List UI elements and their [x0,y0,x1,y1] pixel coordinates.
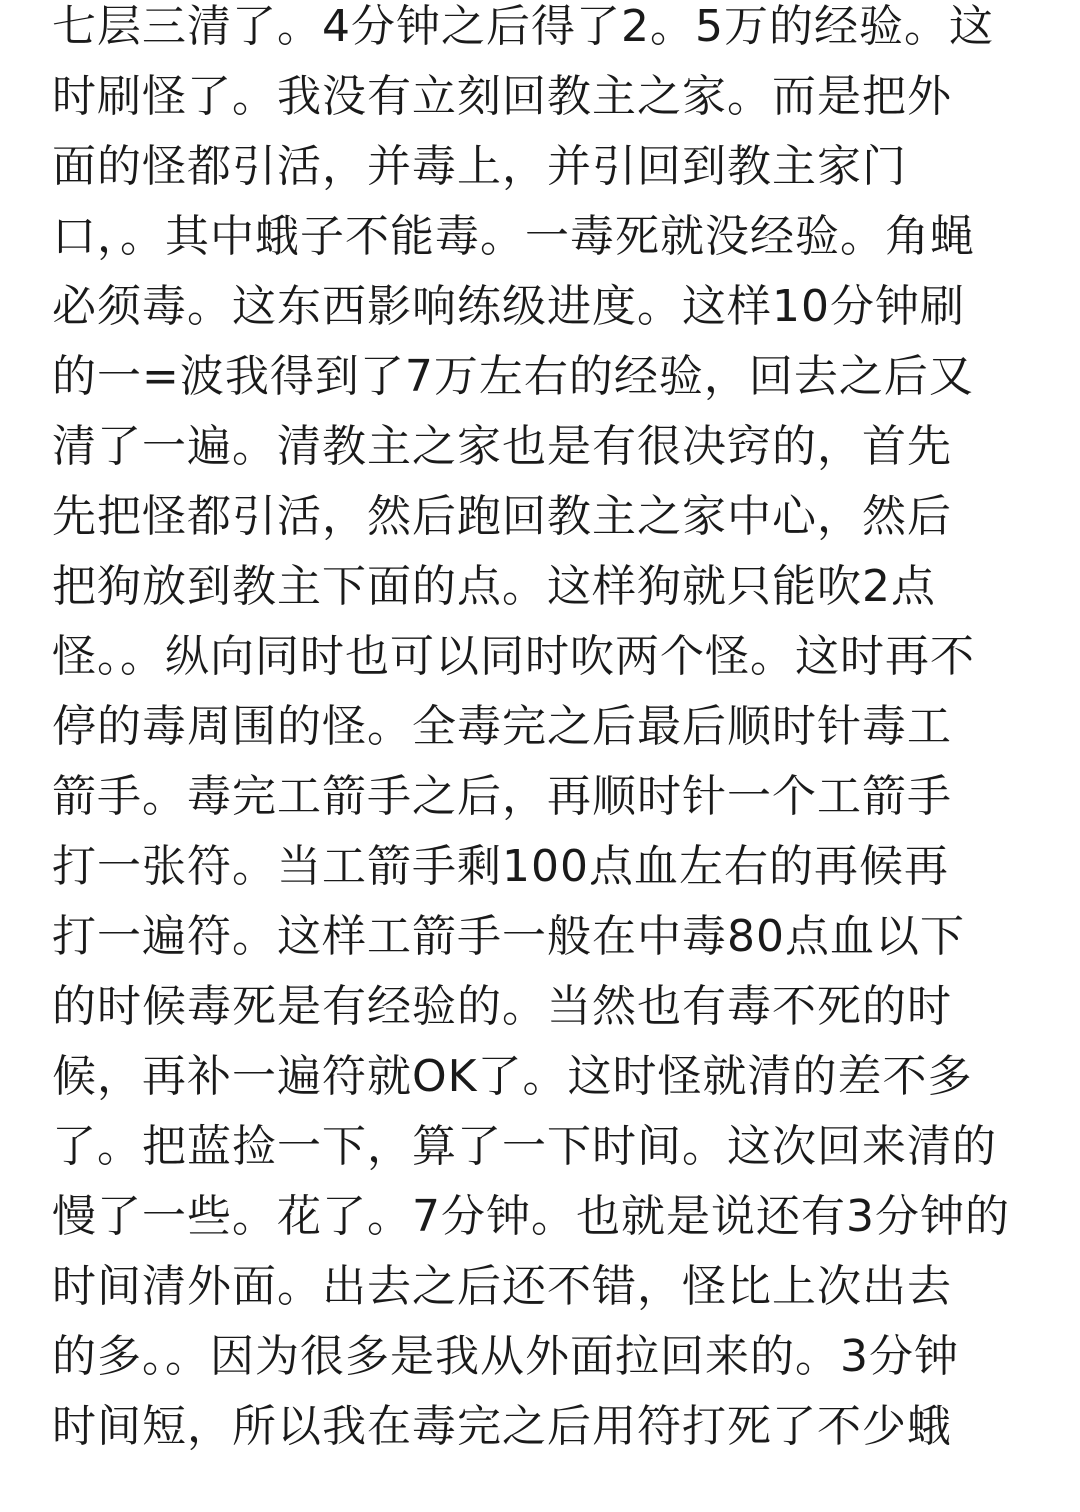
text-line: 了。把蓝捡一下，算了一下时间。这次回来清的 [52,1121,997,1172]
text-line: 的多。。因为很多是我从外面拉回来的。3分钟 [52,1331,959,1382]
text-line: 停的毒周围的怪。全毒完之后最后顺时针毒工 [52,701,952,752]
text-line: 先把怪都引活，然后跑回教主之家中心，然后 [52,491,952,542]
text-line: 清了一遍。清教主之家也是有很决窍的，首先 [52,421,952,472]
article-body [52,0,1042,1462]
text-line: 面的怪都引活，并毒上，并引回到教主家门 [52,141,907,192]
text-line: 时刷怪了。我没有立刻回教主之家。而是把外 [52,71,952,122]
text-line: 箭手。毒完工箭手之后，再顺时针一个工箭手 [52,771,952,822]
text-line: 的一=波我得到了7万左右的经验，回去之后又 [52,351,974,402]
text-line: 的时候毒死是有经验的。当然也有毒不死的时 [52,981,952,1032]
text-line: 候，再补一遍符就OK了。这时怪就清的差不多 [52,1051,973,1102]
text-line: 时间短，所以我在毒完之后用符打死了不少蛾 [52,1401,952,1452]
text-line: 慢了一些。花了。7分钟。也就是说还有3分钟的 [52,1191,1010,1242]
text-line: 七层三清了。4分钟之后得了2。5万的经验。这 [52,1,994,52]
text-line: 打一遍符。这样工箭手一般在中毒80点血以下 [52,911,965,962]
text-line: 口，。其中蛾子不能毒。一毒死就没经验。角蝇 [52,211,975,262]
text-line: 时间清外面。出去之后还不错，怪比上次出去 [52,1261,952,1312]
text-line: 必须毒。这东西影响练级进度。这样10分钟刷 [52,281,965,332]
text-line: 打一张符。当工箭手剩100点血左右的再候再 [52,841,949,892]
text-line: 怪。。纵向同时也可以同时吹两个怪。这时再不 [52,631,975,682]
text-line: 把狗放到教主下面的点。这样狗就只能吹2点 [52,561,936,612]
